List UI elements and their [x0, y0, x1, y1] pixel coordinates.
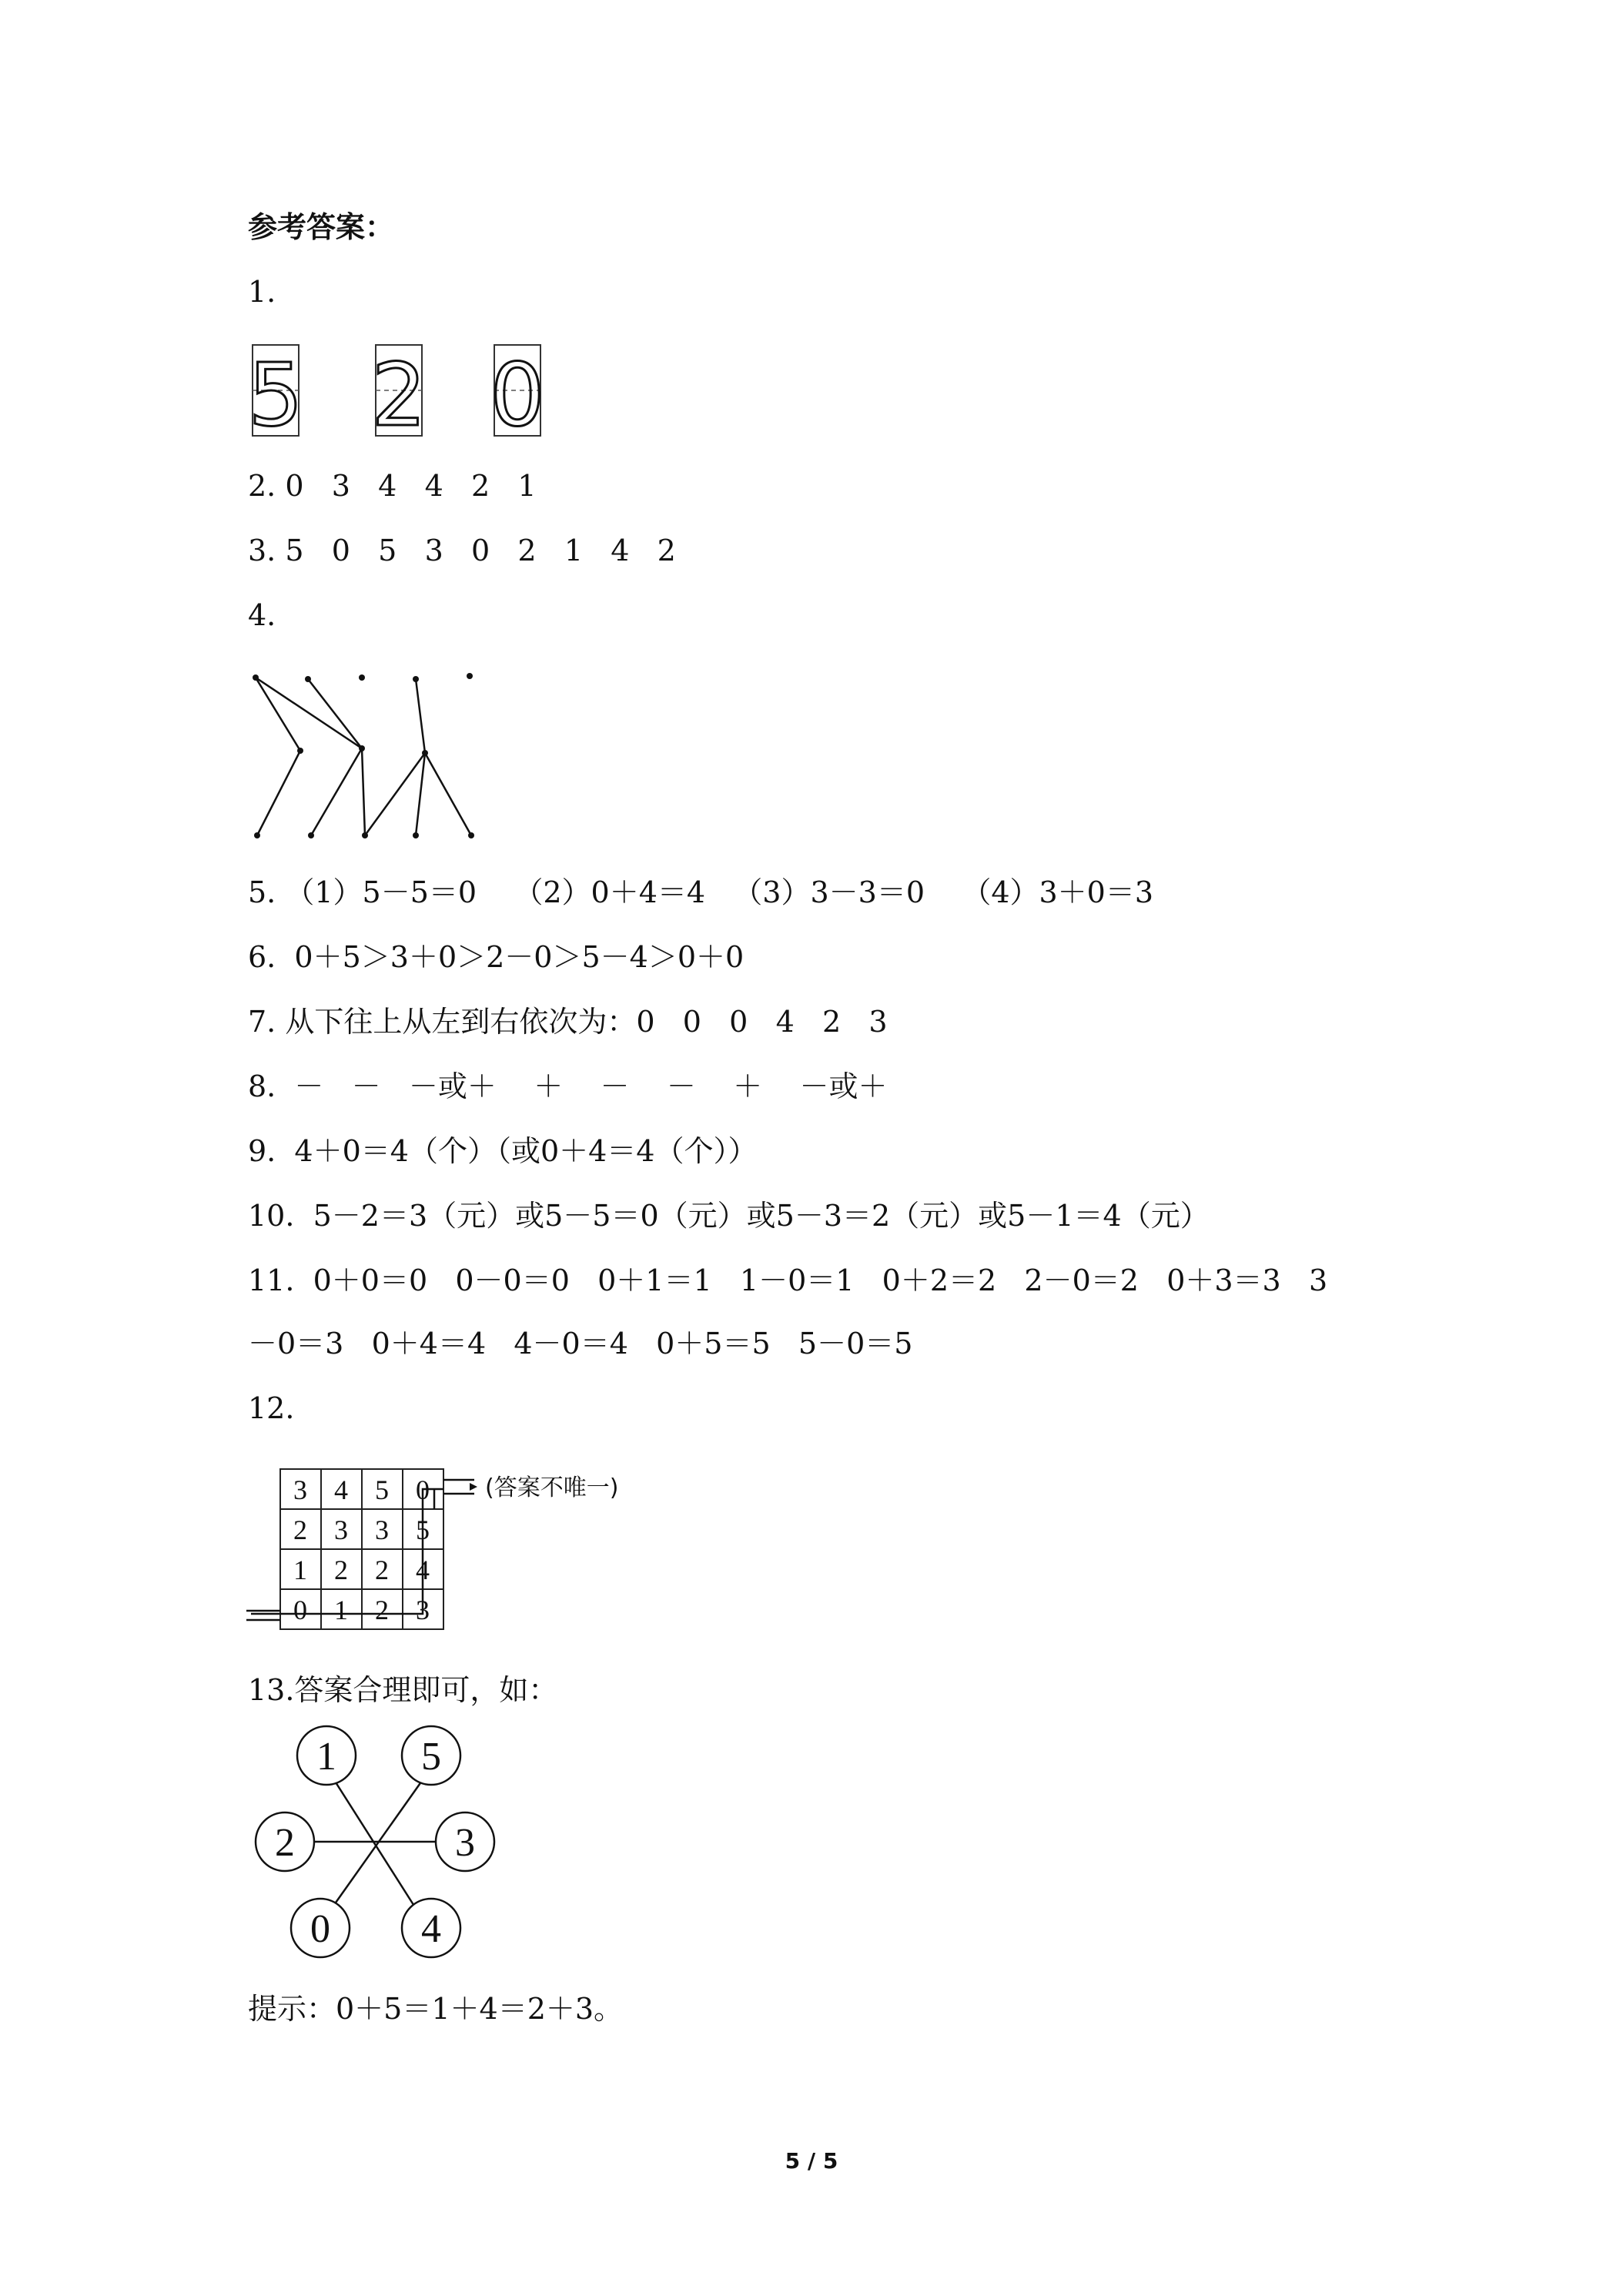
grid-cell: 2 — [334, 1555, 348, 1585]
q1-digit-0: 5 — [248, 346, 303, 446]
q6-answer: 6. 0＋5＞3＋0＞2－0＞5－4＞0＋0 — [248, 940, 745, 974]
q5-answer: 5. （1）5－5＝0 （2）0＋4＝4 （3）3－3＝0 （4）3＋0＝3 — [248, 875, 1154, 909]
q13-circle-diagram — [246, 1722, 508, 1968]
q1-digit-1: 2 — [371, 346, 427, 446]
grid-cell: 2 — [293, 1514, 307, 1545]
q7-answer: 7. 从下往上从左到右依次为：0 0 0 4 2 3 — [248, 1005, 888, 1039]
digit-box-2 — [371, 345, 426, 446]
q10-answer: 10. 5－2＝3（元）或5－5＝0（元）或5－3＝2（元）或5－1＝4（元） — [248, 1199, 1210, 1233]
answer-title: 参考答案： — [248, 210, 395, 244]
grid-cell: 4 — [416, 1555, 430, 1585]
circle-value: 4 — [421, 1907, 441, 1951]
q4-label: 4. — [248, 598, 276, 632]
grid-cell: 2 — [375, 1555, 389, 1585]
grid-cell: 2 — [375, 1595, 389, 1625]
circle-value: 2 — [275, 1821, 295, 1865]
q1-label: 1. — [248, 275, 276, 309]
q4-matching-diagram — [246, 662, 493, 847]
grid-cell: 3 — [375, 1514, 389, 1545]
q2-answer: 2. 0 3 4 4 2 1 — [248, 469, 537, 503]
grid-cell: 4 — [334, 1474, 348, 1505]
grid-cell: 5 — [375, 1474, 389, 1505]
grid-cell: 1 — [293, 1555, 307, 1585]
digit-box-0 — [490, 345, 544, 446]
q9-answer: 9. 4＋0＝4（个）（或0＋4＝4（个）） — [248, 1134, 758, 1168]
hint-text: 提示：0＋5＝1＋4＝2＋3。 — [248, 1992, 624, 2026]
q3-answer: 3. 5 0 5 3 0 2 1 4 2 — [248, 534, 676, 567]
q1-digit-boxes — [246, 339, 570, 446]
circle-value: 1 — [316, 1735, 336, 1779]
grid-cell: 3 — [334, 1514, 348, 1545]
digit-box-5 — [248, 345, 303, 446]
grid-cell: 0 — [416, 1474, 430, 1505]
q1-digit-2: 0 — [490, 346, 545, 446]
circle-value: 3 — [455, 1821, 475, 1865]
grid-cell: 3 — [293, 1474, 307, 1505]
circle-value: 5 — [421, 1735, 441, 1779]
q11-answer-line2: －0＝3 0＋4＝4 4－0＝4 0＋5＝5 5－0＝5 — [248, 1327, 913, 1361]
grid-cell: 5 — [416, 1514, 430, 1545]
q12-note: (答案不唯一) — [485, 1474, 619, 1501]
q13-label: 13.答案合理即可，如： — [248, 1673, 558, 1707]
q11-answer-line1: 11. 0＋0＝0 0－0＝0 0＋1＝1 1－0＝1 0＋2＝2 2－0＝2 0＋3＝3 3 — [248, 1263, 1328, 1297]
grid-cell: 0 — [293, 1595, 307, 1625]
q8-answer: 8. － － －或＋ ＋ － － ＋ －或＋ — [248, 1069, 888, 1103]
page-number: 5 / 5 — [785, 2148, 838, 2174]
q12-maze-grid — [246, 1463, 678, 1640]
grid-cell: 3 — [416, 1595, 430, 1625]
grid-cell: 1 — [334, 1595, 348, 1625]
circle-value: 0 — [310, 1907, 330, 1951]
q12-label: 12. — [248, 1391, 295, 1425]
